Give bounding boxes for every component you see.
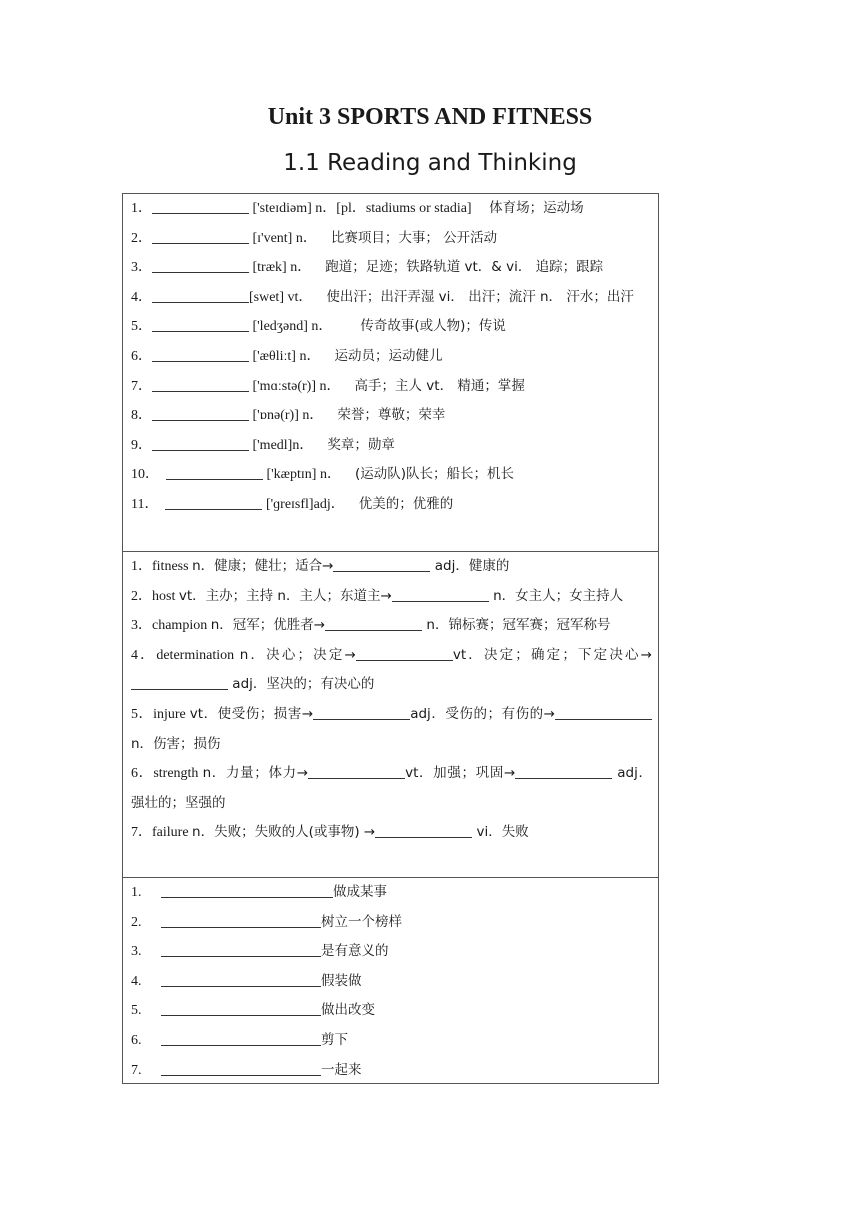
phrase-item: [131, 1056, 652, 1086]
answer-blank: [152, 403, 249, 421]
vocab-item: [131, 283, 652, 313]
answer-blank: [161, 1028, 321, 1046]
derivation-box: [122, 551, 659, 878]
answer-blank: [152, 433, 249, 451]
meaning: n．伤害；损伤: [131, 735, 221, 752]
meaning: adj．健康的: [430, 558, 510, 574]
part-of-speech: n．: [311, 319, 333, 335]
chinese-meaning: 奖章；勋章: [327, 436, 395, 453]
part-of-speech: vt．: [287, 289, 313, 305]
chinese-meaning: 优美的；优雅的: [358, 495, 454, 512]
document-title: Unit 3 SPORTS AND FITNESS: [267, 104, 593, 130]
answer-blank: [333, 554, 430, 572]
chinese-meaning: 剪下: [321, 1031, 348, 1048]
answer-blank: [161, 969, 321, 987]
item-number: 1．: [131, 201, 152, 216]
chinese-meaning: 体育场；运动场: [489, 200, 584, 216]
phonetic: ['ɡreɪsfl]: [265, 496, 314, 512]
derivation-item: [131, 582, 652, 612]
headword: 2．host: [131, 588, 179, 604]
meaning: vt．加强；巩固→: [405, 765, 516, 782]
answer-blank: [375, 820, 472, 838]
chinese-meaning: (运动队)队长；船长；机长: [354, 466, 515, 483]
meaning: n．女主人；女主持人: [488, 587, 624, 604]
phonetic: ['æθliːt]: [252, 348, 300, 364]
phonetic: ['medl]: [252, 437, 293, 453]
part-of-speech: n．: [319, 378, 341, 394]
phrase-item: [131, 937, 652, 967]
meaning: vt．使受伤；损害→: [189, 705, 314, 722]
part-of-speech: n．[pl．stadiums or stadia]: [315, 201, 472, 216]
phonetic: ['steɪdiəm]: [252, 201, 316, 216]
vocab-item: [131, 372, 652, 402]
derivation-item: [131, 759, 652, 818]
vocab-item: [131, 342, 652, 372]
headword: 6．strength: [131, 766, 203, 782]
derivation-item: [131, 641, 652, 700]
answer-blank: [152, 255, 249, 273]
vocab-item: [131, 431, 652, 461]
answer-blank: [152, 314, 249, 332]
answer-blank: [515, 761, 612, 779]
item-number: 9．: [131, 437, 152, 453]
answer-blank: [152, 344, 249, 362]
headword: 1．fitness: [131, 559, 193, 574]
phonetic: ['mɑːstə(r)]: [252, 378, 320, 394]
item-number: 7．: [131, 378, 152, 394]
answer-blank: [152, 226, 249, 244]
item-number: 6．: [131, 348, 152, 364]
meaning: adj．坚决的；有决心的: [228, 676, 375, 693]
phonetic: [swet]: [249, 289, 288, 305]
answer-blank: [356, 643, 453, 661]
vocabulary-box: [122, 193, 659, 552]
part-of-speech: n．: [319, 467, 341, 483]
derivation-item: [131, 552, 652, 582]
item-number: 4．: [131, 289, 152, 305]
vocab-item: [131, 490, 652, 520]
meaning: vt．主办；主持 n．主人；东道主→: [178, 587, 392, 604]
item-number: 5.: [131, 1003, 142, 1019]
derivation-item: [131, 818, 652, 848]
chinese-meaning: 传奇故事(或人物)；传说: [360, 318, 506, 335]
meaning: n．冠军；优胜者→: [210, 617, 326, 634]
answer-blank: [161, 1058, 321, 1076]
part-of-speech: adj．: [313, 496, 345, 512]
part-of-speech: n．: [295, 230, 317, 246]
chinese-meaning: 运动员；运动健儿: [334, 347, 443, 364]
item-number: 4.: [131, 973, 142, 989]
part-of-speech: n．: [290, 260, 312, 276]
phrase-item: [131, 1026, 652, 1056]
chinese-meaning: 使出汗；出汗弄湿 vi． 出汗；流汗 n． 汗水；出汗: [326, 288, 634, 305]
headword: 5．injure: [131, 706, 190, 722]
phonetic: ['ɒnə(r)]: [252, 408, 303, 424]
answer-blank: [161, 939, 321, 957]
meaning: n．失败；失败的人(或事物) →: [192, 824, 376, 841]
vocab-item: [131, 253, 652, 283]
item-number: 3．: [131, 260, 152, 276]
chinese-meaning: 做出改变: [321, 1002, 375, 1019]
item-number: 6.: [131, 1032, 142, 1048]
phrase-item: [131, 908, 652, 938]
chinese-meaning: 荣誉；尊敬；荣幸: [337, 407, 446, 424]
answer-blank: [166, 462, 263, 480]
chinese-meaning: 做成某事: [333, 884, 387, 900]
answer-blank: [152, 285, 249, 303]
derivation-item: [131, 700, 652, 759]
vocab-item: [131, 224, 652, 254]
meaning: vt．决定；确定；下定决心→: [452, 646, 652, 663]
item-number: 2.: [131, 914, 142, 930]
vocab-item: [131, 194, 652, 224]
phrase-item: [131, 996, 652, 1026]
item-number: 10．: [131, 467, 159, 483]
phrase-item: [131, 878, 652, 908]
headword: 7．failure: [131, 825, 193, 841]
part-of-speech: n．: [299, 348, 321, 364]
item-number: 11．: [131, 496, 159, 512]
answer-blank: [152, 374, 249, 392]
answer-blank: [161, 910, 321, 928]
item-number: 8．: [131, 408, 152, 424]
answer-blank: [131, 672, 228, 690]
phonetic: [træk]: [252, 260, 291, 276]
answer-blank: [161, 880, 333, 898]
answer-blank: [152, 196, 249, 214]
item-number: 2．: [131, 230, 152, 246]
phrase-item: [131, 967, 652, 997]
chinese-meaning: 一起来: [321, 1061, 362, 1078]
headword: 4．determination: [131, 647, 240, 663]
derivation-item: [131, 611, 652, 641]
meaning: n．健康；健壮；适合→: [192, 558, 334, 574]
headword: 3．champion: [131, 618, 211, 634]
answer-blank: [165, 492, 262, 510]
chinese-meaning: 跑道；足迹；铁路轨道 vt．& vi． 追踪；跟踪: [325, 259, 604, 276]
item-number: 1.: [131, 885, 142, 900]
answer-blank: [325, 613, 422, 631]
meaning: adj．强壮的；坚强的: [131, 765, 652, 811]
section-subtitle: 1.1 Reading and Thinking: [283, 150, 577, 176]
chinese-meaning: 高手；主人 vt． 精通；掌握: [354, 377, 525, 394]
answer-blank: [161, 998, 321, 1016]
meaning: vi．失败: [472, 824, 529, 841]
vocab-item: [131, 312, 652, 342]
phonetic: ['kæptɪn]: [266, 467, 320, 483]
item-number: 3.: [131, 944, 142, 960]
chinese-meaning: 比赛项目；大事； 公开活动: [330, 229, 498, 246]
phrases-box: [122, 877, 659, 1084]
answer-blank: [392, 584, 489, 602]
meaning: adj．受伤的；有伤的→: [410, 705, 555, 722]
vocab-item: [131, 401, 652, 431]
meaning: n．力量；体力→: [202, 765, 309, 782]
phonetic: [ɪ'vent]: [252, 230, 296, 246]
answer-blank: [308, 761, 405, 779]
answer-blank: [313, 702, 410, 720]
chinese-meaning: 是有意义的: [321, 943, 389, 960]
part-of-speech: n．: [302, 408, 324, 424]
chinese-meaning: 树立一个榜样: [321, 913, 402, 930]
vocab-item: [131, 460, 652, 490]
item-number: 5．: [131, 319, 152, 335]
answer-blank: [555, 702, 652, 720]
phonetic: ['ledʒənd]: [252, 319, 312, 335]
chinese-meaning: 假装做: [321, 972, 362, 989]
item-number: 7.: [131, 1062, 142, 1078]
meaning: n．决心；决定→: [239, 646, 356, 663]
part-of-speech: n．: [292, 437, 314, 453]
meaning: n．锦标赛；冠军赛；冠军称号: [422, 617, 611, 634]
